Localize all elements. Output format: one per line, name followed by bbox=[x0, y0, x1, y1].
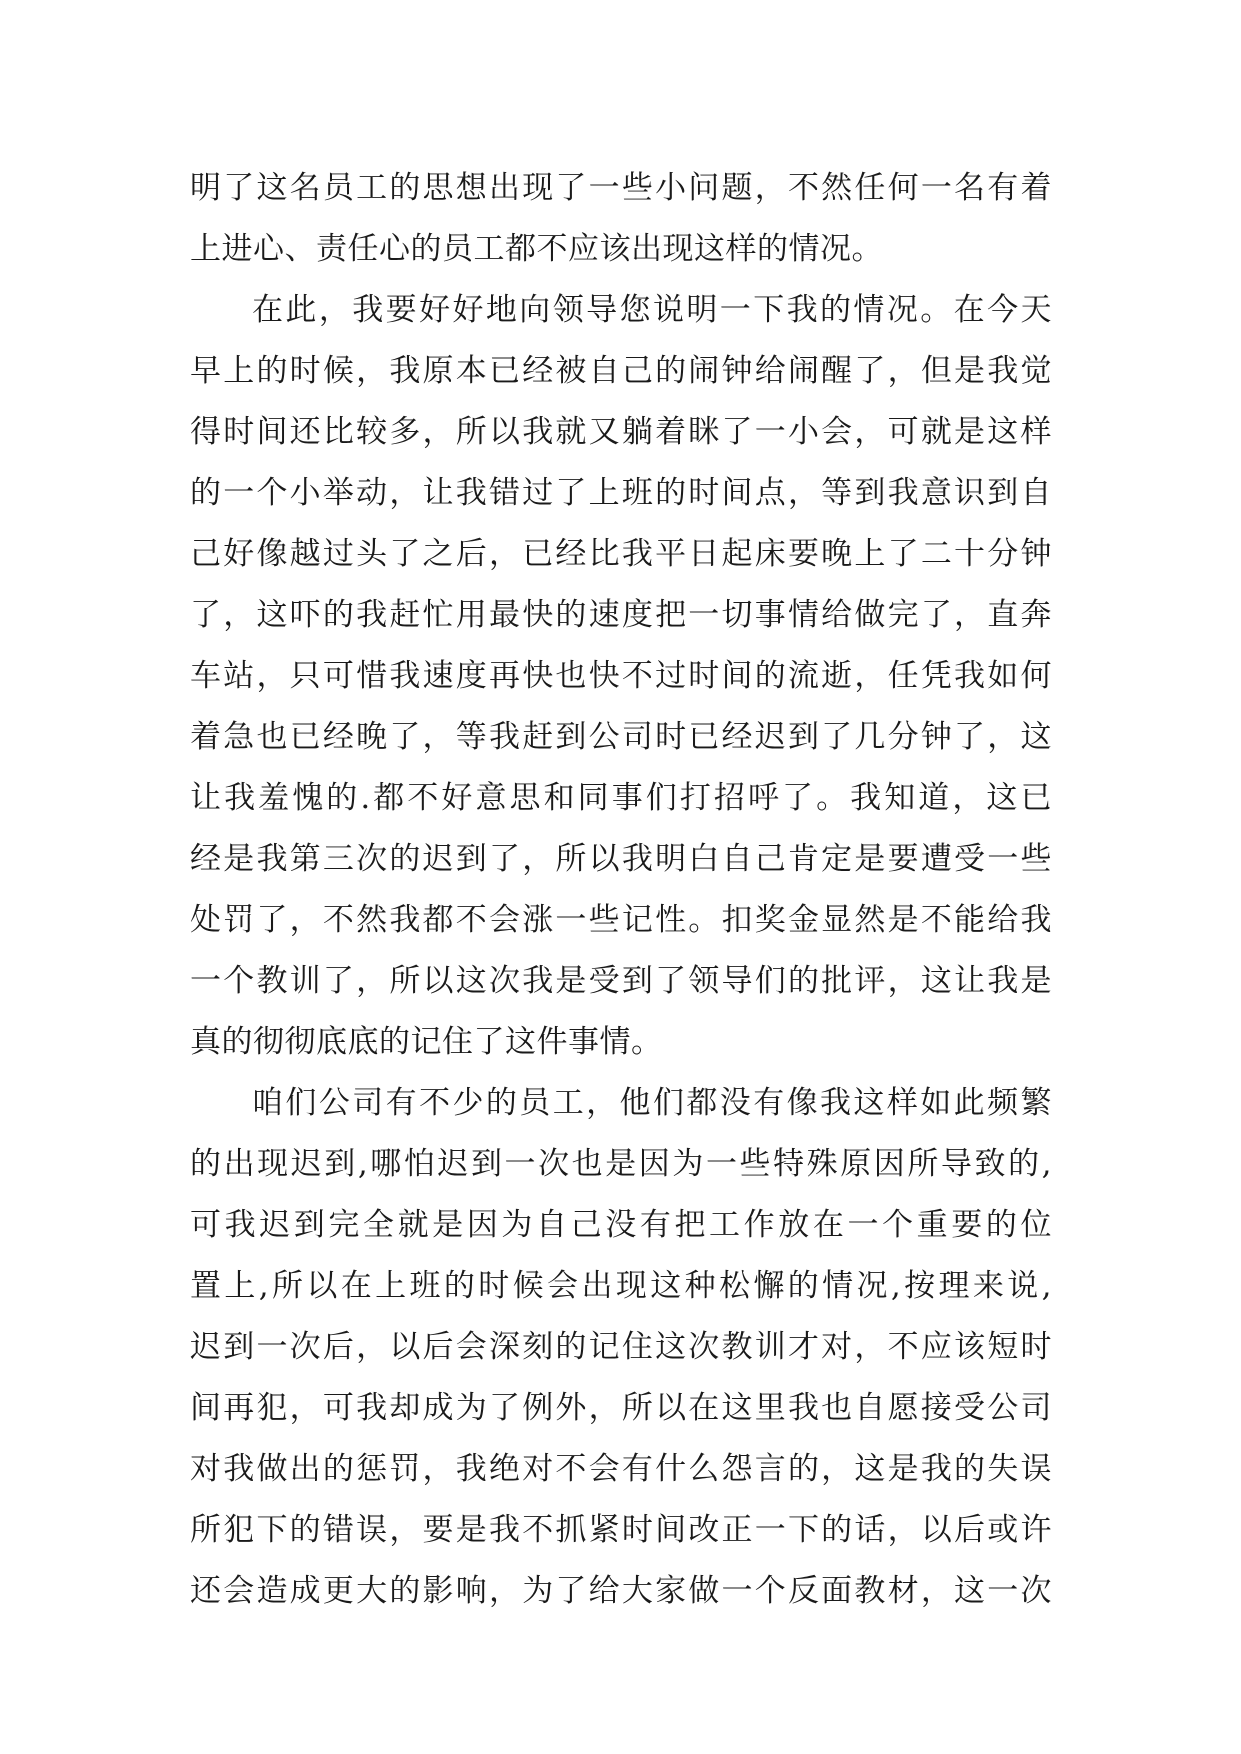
text-line: 着急也已经晚了，等我赶到公司时已经迟到了几分钟了，这 bbox=[190, 719, 1052, 755]
text-line: 的一个小举动，让我错过了上班的时间点，等到我意识到自 bbox=[190, 475, 1052, 511]
text-line: 在此，我要好好地向领导您说明一下我的情况。在今天 bbox=[252, 292, 1052, 328]
paragraph-2 bbox=[190, 280, 1052, 1073]
paragraph-3 bbox=[190, 1073, 1052, 1622]
text-line: 对我做出的惩罚，我绝对不会有什么怨言的，这是我的失误 bbox=[190, 1451, 1052, 1487]
text-line: 处罚了，不然我都不会涨一些记性。扣奖金显然是不能给我 bbox=[190, 902, 1052, 938]
text-line: 己好像越过头了之后，已经比我平日起床要晚上了二十分钟 bbox=[190, 536, 1052, 572]
text-line: 了，这吓的我赶忙用最快的速度把一切事情给做完了，直奔 bbox=[190, 597, 1052, 633]
text-line: 早上的时候，我原本已经被自己的闹钟给闹醒了，但是我觉 bbox=[190, 353, 1052, 389]
text-line: 间再犯，可我却成为了例外，所以在这里我也自愿接受公司 bbox=[190, 1390, 1052, 1426]
text-line: 让我羞愧的.都不好意思和同事们打招呼了。我知道，这已 bbox=[190, 780, 1052, 816]
text-line: 明了这名员工的思想出现了一些小问题，不然任何一名有着 bbox=[190, 170, 1052, 206]
text-line: 的出现迟到,哪怕迟到一次也是因为一些特殊原因所导致的, bbox=[190, 1146, 1052, 1182]
paragraph-1 bbox=[190, 158, 1052, 280]
text-line: 真的彻彻底底的记住了这件事情。 bbox=[190, 1024, 663, 1060]
text-line: 上进心、责任心的员工都不应该出现这样的情况。 bbox=[190, 231, 883, 267]
text-line: 得时间还比较多，所以我就又躺着眯了一小会，可就是这样 bbox=[190, 414, 1052, 450]
document-body bbox=[190, 158, 1052, 1622]
text-line: 还会造成更大的影响，为了给大家做一个反面教材，这一次 bbox=[190, 1573, 1052, 1609]
text-line: 所犯下的错误，要是我不抓紧时间改正一下的话，以后或许 bbox=[190, 1512, 1052, 1548]
text-line: 车站，只可惜我速度再快也快不过时间的流逝，任凭我如何 bbox=[190, 658, 1052, 694]
text-line: 经是我第三次的迟到了，所以我明白自己肯定是要遭受一些 bbox=[190, 841, 1052, 877]
text-line: 一个教训了，所以这次我是受到了领导们的批评，这让我是 bbox=[190, 963, 1052, 999]
text-line: 置上,所以在上班的时候会出现这种松懈的情况,按理来说, bbox=[190, 1268, 1052, 1304]
text-line: 可我迟到完全就是因为自己没有把工作放在一个重要的位 bbox=[190, 1207, 1052, 1243]
text-line: 迟到一次后，以后会深刻的记住这次教训才对，不应该短时 bbox=[190, 1329, 1052, 1365]
text-line: 咱们公司有不少的员工，他们都没有像我这样如此频繁 bbox=[252, 1085, 1052, 1121]
